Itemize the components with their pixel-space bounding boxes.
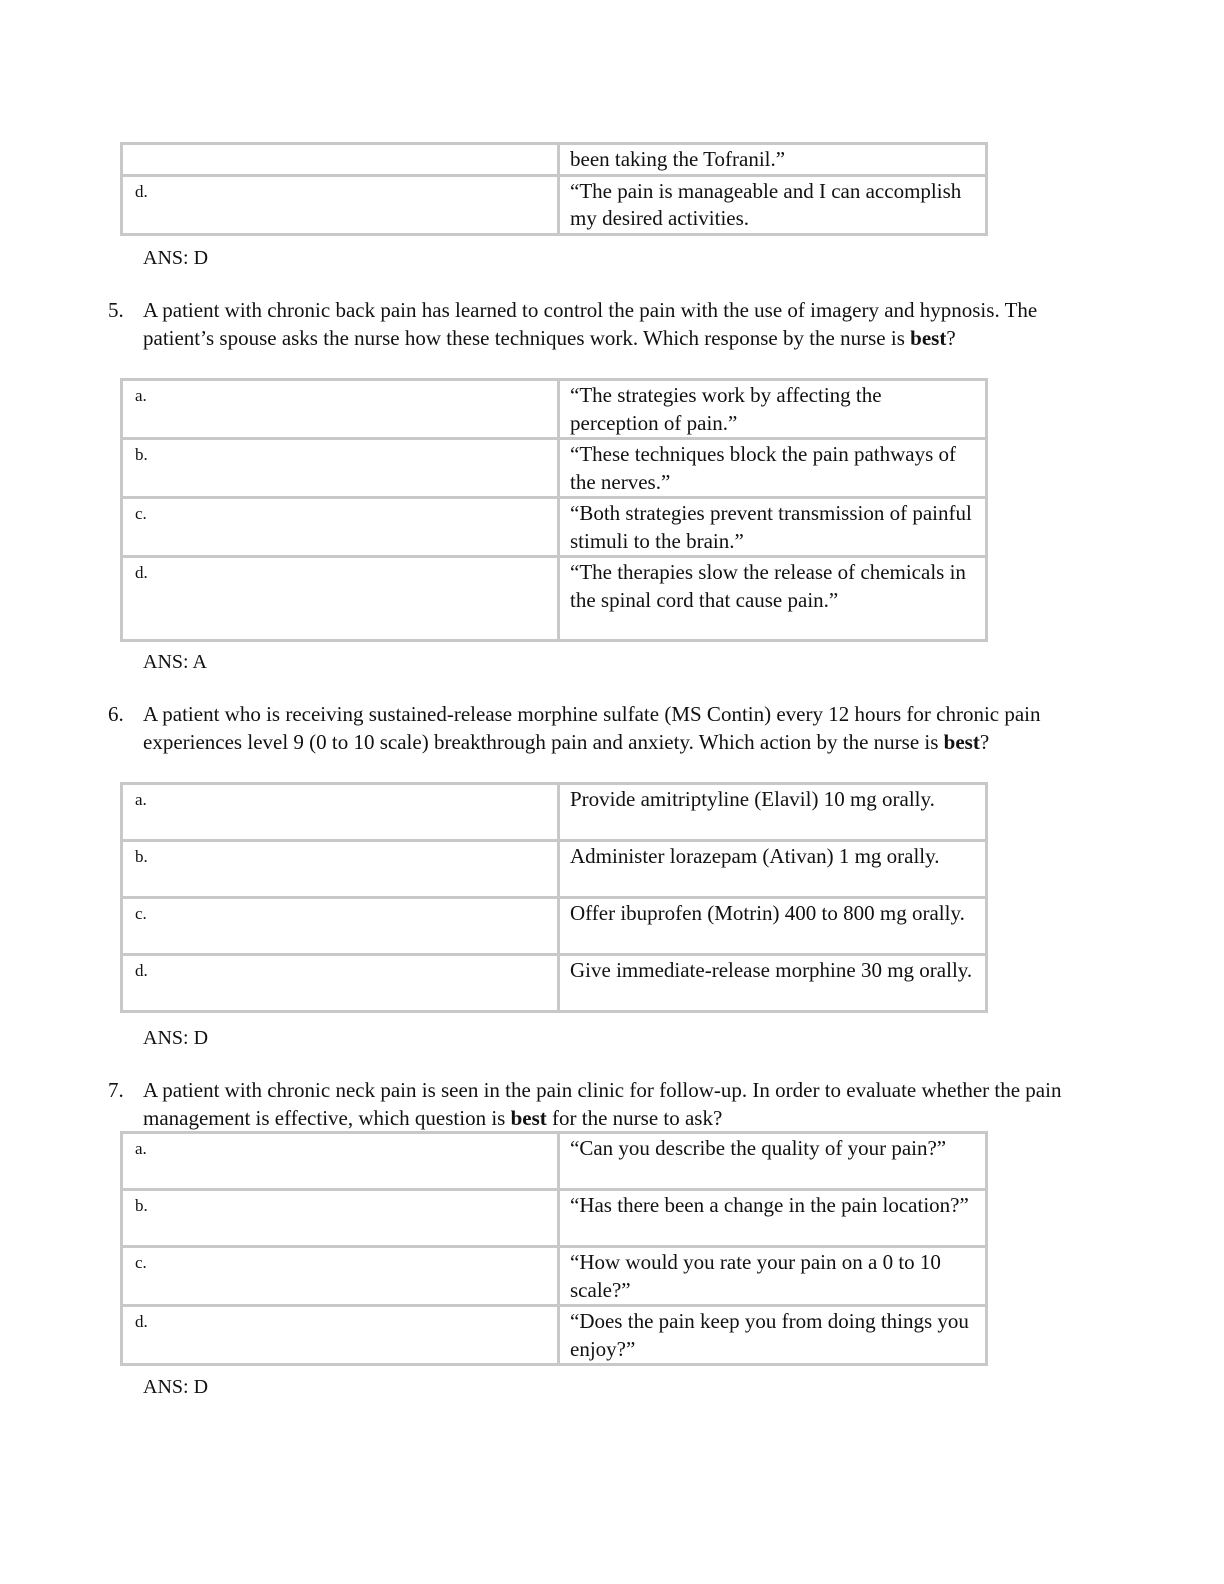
option-letter: a. xyxy=(122,784,559,841)
question-stem xyxy=(143,1077,1083,1132)
option-text: “Can you describe the quality of your pain?” xyxy=(559,1133,987,1190)
question-number: 6. xyxy=(108,702,124,726)
option-text: been taking the Tofranil.” xyxy=(559,144,987,176)
q7-options-table xyxy=(120,1131,988,1366)
option-row xyxy=(122,1306,987,1365)
option-letter: d. xyxy=(122,175,559,234)
option-row xyxy=(122,498,987,557)
option-letter: b. xyxy=(122,1190,559,1247)
option-row xyxy=(122,175,987,234)
option-row xyxy=(122,1133,987,1190)
option-letter xyxy=(122,144,559,176)
option-letter: d. xyxy=(122,955,559,1012)
option-text: “The therapies slow the release of chemicals in the spinal cord that cause pain.” xyxy=(559,557,987,641)
stem-text-end: ? xyxy=(946,325,956,350)
option-text: “How would you rate your pain on a 0 to 10 scale?” xyxy=(559,1247,987,1306)
q4-options-table xyxy=(120,142,988,236)
option-letter: a. xyxy=(122,1133,559,1190)
stem-text-end: ? xyxy=(979,729,990,754)
option-row xyxy=(122,144,987,176)
stem-emphasis: best xyxy=(910,325,947,350)
stem-text: A patient who is receiving sustained-release morphine sulfate (MS Contin) every 12 hours for chronic pain experiences level 9 (0 to 10 scale) breakthrough pain and anxiety. Which action by the nurse is xyxy=(143,702,1041,754)
q6-options-table xyxy=(120,782,988,1013)
stem-emphasis: best xyxy=(943,729,980,754)
option-text: “Does the pain keep you from doing things you enjoy?” xyxy=(559,1306,987,1365)
option-text: “Has there been a change in the pain location?” xyxy=(559,1190,987,1247)
option-row xyxy=(122,1247,987,1306)
question-number: 7. xyxy=(108,1078,124,1102)
stem-emphasis: best xyxy=(510,1105,547,1130)
option-row xyxy=(122,841,987,898)
option-text: “These techniques block the pain pathways of the nerves.” xyxy=(559,439,987,498)
q6-answer: ANS: D xyxy=(143,1027,209,1049)
q5-options-table xyxy=(120,378,988,642)
option-letter: c. xyxy=(122,898,559,955)
option-text: Administer lorazepam (Ativan) 1 mg orally. xyxy=(559,841,987,898)
option-letter: d. xyxy=(122,557,559,641)
option-letter: b. xyxy=(122,841,559,898)
stem-text: A patient with chronic back pain has learned to control the pain with the use of imagery and hypnosis. The patient’s spouse asks the nurse how these techniques work. Which response by the nurse is xyxy=(143,298,1038,350)
q7-answer: ANS: D xyxy=(143,1376,209,1398)
option-row xyxy=(122,380,987,439)
option-row xyxy=(122,439,987,498)
q7-question xyxy=(108,1077,1083,1132)
option-text: “The pain is manageable and I can accomplish my desired activities. xyxy=(559,175,987,234)
stem-text-end: for the nurse to ask? xyxy=(546,1105,723,1130)
option-row xyxy=(122,898,987,955)
option-text: “The strategies work by affecting the perception of pain.” xyxy=(559,380,987,439)
option-text: Offer ibuprofen (Motrin) 400 to 800 mg orally. xyxy=(559,898,987,955)
q4-answer: ANS: D xyxy=(143,247,209,269)
option-text: Give immediate-release morphine 30 mg orally. xyxy=(559,955,987,1012)
option-letter: c. xyxy=(122,1247,559,1306)
option-text: “Both strategies prevent transmission of painful stimuli to the brain.” xyxy=(559,498,987,557)
question-stem xyxy=(143,297,1083,352)
option-text: Provide amitriptyline (Elavil) 10 mg orally. xyxy=(559,784,987,841)
q6-question xyxy=(108,701,1083,756)
option-letter: c. xyxy=(122,498,559,557)
option-letter: b. xyxy=(122,439,559,498)
option-row xyxy=(122,955,987,1012)
option-letter: d. xyxy=(122,1306,559,1365)
option-row xyxy=(122,1190,987,1247)
question-stem xyxy=(143,701,1083,756)
option-row xyxy=(122,557,987,641)
option-letter: a. xyxy=(122,380,559,439)
option-row xyxy=(122,784,987,841)
stem-text: A patient with chronic neck pain is seen in the pain clinic for follow-up. In order to evaluate whether the pain management is effective, which question is xyxy=(143,1078,1062,1130)
q5-question xyxy=(108,297,1083,352)
question-number: 5. xyxy=(108,298,124,322)
q5-answer: ANS: A xyxy=(143,651,207,673)
